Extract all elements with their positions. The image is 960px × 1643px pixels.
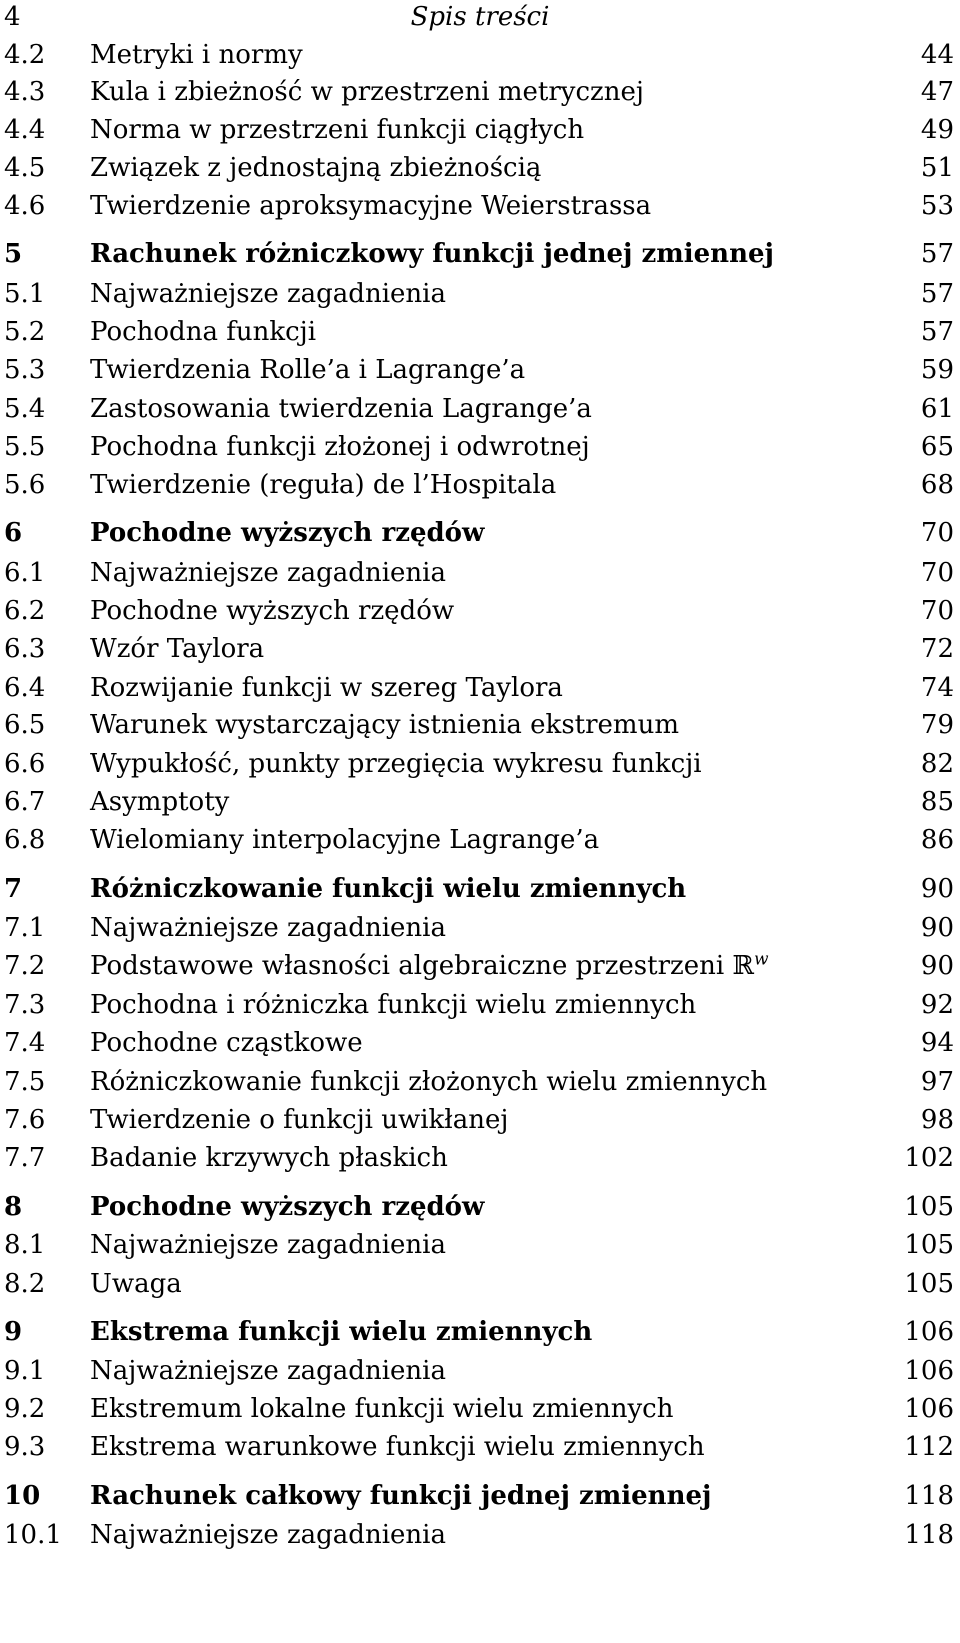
toc-section-entry <box>0 150 960 186</box>
toc-entry-title <box>90 1391 674 1427</box>
toc-entry-title <box>90 1429 705 1465</box>
toc-entry-title <box>90 352 525 388</box>
toc-entry-title <box>90 1227 446 1263</box>
toc-section-entry <box>0 1266 960 1302</box>
toc-entry-title <box>90 1189 484 1225</box>
toc-entry-title <box>90 188 651 224</box>
toc-section-entry <box>0 987 960 1023</box>
toc-entry-number: 7.2 <box>4 951 46 981</box>
toc-entry-title <box>90 1025 363 1061</box>
toc-section-entry <box>0 784 960 820</box>
toc-entry-page: 86 <box>920 825 954 855</box>
toc-section-entry <box>0 314 960 350</box>
toc-entry-page: 92 <box>920 990 954 1020</box>
toc-section-entry <box>0 1391 960 1427</box>
toc-chapter-entry <box>0 236 960 272</box>
toc-section-entry <box>0 746 960 782</box>
toc-entry-page: 105 <box>904 1269 954 1299</box>
toc-entry-page: 68 <box>920 470 954 500</box>
toc-entry-page: 97 <box>920 1067 954 1097</box>
toc-entry-page: 90 <box>920 913 954 943</box>
toc-entry-title-text: Kula i zbieżność w przestrzeni metrycznej <box>90 77 644 107</box>
toc-entry-title-text: Różniczkowanie funkcji wielu zmiennych <box>90 874 687 904</box>
toc-entry-page: 47 <box>920 77 954 107</box>
toc-entry-title <box>90 1266 182 1302</box>
toc-entry-page: 44 <box>920 40 954 70</box>
toc-entry-number: 4.4 <box>4 115 46 145</box>
toc-section-entry <box>0 352 960 388</box>
toc-entry-title-text: Różniczkowanie funkcji złożonych wielu zmiennych <box>90 1067 768 1097</box>
toc-chapter-entry <box>0 1189 960 1225</box>
toc-entry-number: 6.5 <box>4 710 46 740</box>
toc-entry-title-text: Twierdzenia Rolle’a i Lagrange’a <box>90 355 526 385</box>
toc-entry-title <box>90 822 599 858</box>
toc-entry-number: 7.5 <box>4 1067 46 1097</box>
toc-entry-page: 106 <box>904 1356 954 1386</box>
toc-entry-title <box>90 276 446 312</box>
toc-entry-number: 8.2 <box>4 1269 46 1299</box>
toc-entry-title-text: Uwaga <box>90 1269 182 1299</box>
toc-entry-number: 5.2 <box>4 317 46 347</box>
toc-entry-title-text: Najważniejsze zagadnienia <box>90 1356 446 1386</box>
toc-entry-page: 59 <box>920 355 954 385</box>
toc-entry-title-text: Wzór Taylora <box>90 634 265 664</box>
toc-entry-page: 65 <box>920 432 954 462</box>
toc-entry-title-text: Najważniejsze zagadnienia <box>90 913 446 943</box>
toc-entry-page: 118 <box>904 1481 954 1511</box>
toc-section-entry <box>0 1227 960 1263</box>
toc-entry-number: 6.4 <box>4 673 46 703</box>
toc-entry-title <box>90 467 556 503</box>
toc-entry-title <box>90 429 590 465</box>
toc-entry-number: 7.7 <box>4 1143 46 1173</box>
toc-entry-number: 7.6 <box>4 1105 46 1135</box>
toc-entry-number: 6.7 <box>4 787 46 817</box>
toc-entry-number: 7 <box>4 874 23 904</box>
toc-entry-title <box>90 1517 446 1553</box>
toc-section-entry <box>0 1140 960 1176</box>
toc-entry-title-text: Najważniejsze zagadnienia <box>90 1230 446 1260</box>
toc-section-entry <box>0 910 960 946</box>
toc-section-entry <box>0 1429 960 1465</box>
toc-section-entry <box>0 429 960 465</box>
toc-chapter-entry <box>0 515 960 551</box>
toc-entry-title-text: Pochodna funkcji <box>90 317 317 347</box>
toc-entry-number: 5.6 <box>4 470 46 500</box>
toc-entry-page: 105 <box>904 1230 954 1260</box>
toc-entry-title <box>90 74 644 110</box>
toc-entry-title-text: Norma w przestrzeni funkcji ciągłych <box>90 115 585 145</box>
toc-entry-number: 4.6 <box>4 191 46 221</box>
toc-entry-number: 10 <box>4 1481 41 1511</box>
toc-entry-title-text: Zastosowania twierdzenia Lagrange’a <box>90 394 592 424</box>
toc-entry-superscript: w <box>754 949 769 970</box>
toc-entry-title-text: Ekstrema funkcji wielu zmiennych <box>90 1317 593 1347</box>
toc-entry-title-text: Pochodne cząstkowe <box>90 1028 363 1058</box>
toc-entry-title <box>90 1064 767 1100</box>
toc-entry-title-text: Warunek wystarczający istnienia ekstremum <box>90 710 679 740</box>
toc-section-entry <box>0 1517 960 1553</box>
toc-section-entry <box>0 555 960 591</box>
toc-entry-page: 61 <box>920 394 954 424</box>
toc-entry-title-text: Rachunek różniczkowy funkcji jednej zmiennej <box>90 239 774 269</box>
toc-entry-title <box>90 1102 508 1138</box>
toc-entry-number: 7.3 <box>4 990 46 1020</box>
toc-section-entry <box>0 593 960 629</box>
toc-entry-title <box>90 236 774 272</box>
toc-entry-number: 6.6 <box>4 749 46 779</box>
toc-entry-page: 70 <box>920 558 954 588</box>
toc-section-entry <box>0 631 960 667</box>
toc-entry-number: 4.3 <box>4 77 46 107</box>
toc-section-entry <box>0 1064 960 1100</box>
toc-entry-number: 7.4 <box>4 1028 46 1058</box>
toc-entry-number: 9.2 <box>4 1394 46 1424</box>
toc-entry-number: 8 <box>4 1192 23 1222</box>
toc-section-entry <box>0 670 960 706</box>
toc-entry-title <box>90 314 316 350</box>
toc-entry-title <box>90 1140 448 1176</box>
toc-entry-title-text: Twierdzenie (reguła) de l’Hospitala <box>90 470 557 500</box>
toc-entry-title-text: Wielomiany interpolacyjne Lagrange’a <box>90 825 600 855</box>
toc-entry-page: 70 <box>920 518 954 548</box>
running-title: Spis treści <box>410 2 550 32</box>
toc-entry-title-text: Związek z jednostajną zbieżnością <box>90 153 542 183</box>
toc-section-entry <box>0 707 960 743</box>
toc-entry-title <box>90 784 229 820</box>
toc-entry-title <box>90 150 541 186</box>
toc-entry-number: 10.1 <box>4 1520 62 1550</box>
toc-entry-title <box>90 631 264 667</box>
toc-entry-number: 5.1 <box>4 279 46 309</box>
toc-entry-number: 4.2 <box>4 40 46 70</box>
toc-section-entry <box>0 948 960 984</box>
toc-entry-number: 5.4 <box>4 394 46 424</box>
toc-entry-page: 105 <box>904 1192 954 1222</box>
toc-entry-title-text: Wypukłość, punkty przegięcia wykresu funkcji <box>90 749 702 779</box>
toc-entry-number: 8.1 <box>4 1230 46 1260</box>
toc-entry-title-text: Pochodna i różniczka funkcji wielu zmiennych <box>90 990 697 1020</box>
toc-entry-title-text: Ekstremum lokalne funkcji wielu zmiennych <box>90 1394 674 1424</box>
toc-entry-title-text: Najważniejsze zagadnienia <box>90 1520 446 1550</box>
toc-entry-title-text: Rozwijanie funkcji w szereg Taylora <box>90 673 563 703</box>
toc-entry-number: 5.5 <box>4 432 46 462</box>
toc-entry-number: 9 <box>4 1317 23 1347</box>
toc-section-entry <box>0 188 960 224</box>
toc-entry-page: 118 <box>904 1520 954 1550</box>
toc-section-entry <box>0 37 960 73</box>
toc-entry-number: 6 <box>4 518 23 548</box>
toc-section-entry <box>0 74 960 110</box>
toc-entry-title-text: Pochodna funkcji złożonej i odwrotnej <box>90 432 590 462</box>
toc-entry-title-text: Rachunek całkowy funkcji jednej zmiennej <box>90 1481 712 1511</box>
toc-chapter-entry <box>0 1478 960 1514</box>
toc-entry-number: 9.3 <box>4 1432 46 1462</box>
toc-section-entry <box>0 1025 960 1061</box>
toc-entry-page: 112 <box>904 1432 954 1462</box>
toc-entry-title-text: Najważniejsze zagadnienia <box>90 558 446 588</box>
toc-entry-title <box>90 746 702 782</box>
toc-entry-page: 53 <box>920 191 954 221</box>
toc-chapter-entry <box>0 871 960 907</box>
toc-entry-title-text: Twierdzenie o funkcji uwikłanej <box>90 1105 509 1135</box>
toc-entry-title <box>90 670 563 706</box>
toc-section-entry <box>0 276 960 312</box>
toc-entry-title <box>90 391 592 427</box>
page-number: 4 <box>4 2 21 32</box>
toc-entry-number: 6.8 <box>4 825 46 855</box>
toc-entry-page: 57 <box>920 279 954 309</box>
toc-entry-number: 7.1 <box>4 913 46 943</box>
toc-entry-number: 6.1 <box>4 558 46 588</box>
toc-entry-page: 94 <box>920 1028 954 1058</box>
toc-entry-page: 82 <box>920 749 954 779</box>
toc-entry-title-text: Podstawowe własności algebraiczne przestrzeni ℝ <box>90 951 755 981</box>
toc-section-entry <box>0 112 960 148</box>
toc-entry-page: 72 <box>920 634 954 664</box>
toc-entry-page: 98 <box>920 1105 954 1135</box>
toc-entry-title <box>90 910 446 946</box>
toc-entry-page: 79 <box>920 710 954 740</box>
toc-entry-title <box>90 1478 711 1514</box>
toc-entry-title <box>90 1314 592 1350</box>
toc-entry-page: 57 <box>920 239 954 269</box>
toc-section-entry <box>0 1353 960 1389</box>
toc-entry-page: 102 <box>904 1143 954 1173</box>
toc-entry-title-text: Najważniejsze zagadnienia <box>90 279 446 309</box>
toc-entry-title <box>90 37 303 73</box>
toc-entry-title <box>90 593 454 629</box>
toc-entry-title <box>90 987 696 1023</box>
toc-entry-title-text: Pochodne wyższych rzędów <box>90 1192 485 1222</box>
toc-entry-title-text: Pochodne wyższych rzędów <box>90 596 455 626</box>
toc-entry-page: 106 <box>904 1317 954 1347</box>
toc-entry-number: 5 <box>4 239 23 269</box>
toc-section-entry <box>0 391 960 427</box>
toc-entry-title-text: Ekstrema warunkowe funkcji wielu zmiennych <box>90 1432 705 1462</box>
toc-entry-page: 70 <box>920 596 954 626</box>
toc-entry-page: 49 <box>920 115 954 145</box>
toc-entry-title-text: Twierdzenie aproksymacyjne Weierstrassa <box>90 191 652 221</box>
toc-entry-title <box>90 555 446 591</box>
toc-entry-title <box>90 1353 446 1389</box>
toc-entry-number: 6.2 <box>4 596 46 626</box>
toc-entry-page: 74 <box>920 673 954 703</box>
toc-entry-title-text: Pochodne wyższych rzędów <box>90 518 485 548</box>
toc-entry-number: 9.1 <box>4 1356 46 1386</box>
toc-entry-page: 57 <box>920 317 954 347</box>
toc-entry-title <box>90 871 686 907</box>
toc-section-entry <box>0 822 960 858</box>
toc-entry-page: 85 <box>920 787 954 817</box>
toc-entry-page: 90 <box>920 951 954 981</box>
toc-section-entry <box>0 467 960 503</box>
toc-entry-title <box>90 515 484 551</box>
toc-entry-title <box>90 948 769 984</box>
toc-entry-number: 6.3 <box>4 634 46 664</box>
toc-entry-title-text: Asymptoty <box>90 787 230 817</box>
toc-entry-number: 4.5 <box>4 153 46 183</box>
toc-chapter-entry <box>0 1314 960 1350</box>
toc-entry-page: 106 <box>904 1394 954 1424</box>
toc-entry-title-text: Metryki i normy <box>90 40 303 70</box>
toc-entry-title-text: Badanie krzywych płaskich <box>90 1143 448 1173</box>
toc-section-entry <box>0 1102 960 1138</box>
toc-entry-number: 5.3 <box>4 355 46 385</box>
toc-entry-page: 51 <box>920 153 954 183</box>
toc-entry-title <box>90 707 679 743</box>
toc-entry-title <box>90 112 584 148</box>
toc-entry-page: 90 <box>920 874 954 904</box>
